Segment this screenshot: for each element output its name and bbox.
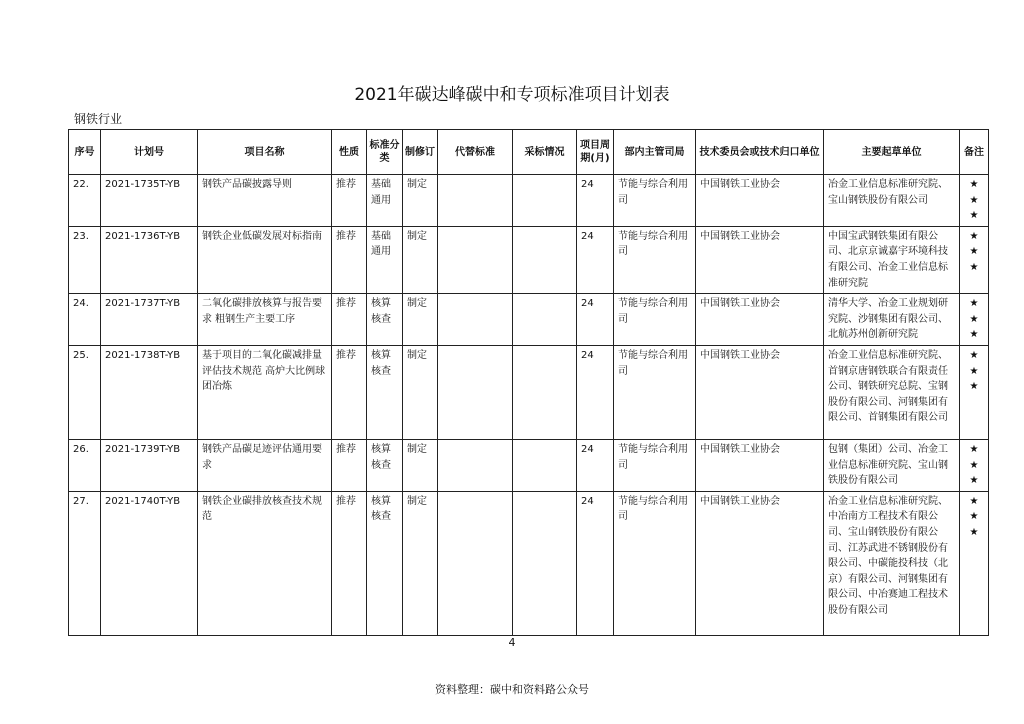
- column-header: 采标情况: [513, 130, 577, 175]
- cell-drafters: 清华大学、冶金工业规划研究院、沙钢集团有限公司、北航苏州创新研究院: [824, 294, 960, 346]
- cell-drafters: 冶金工业信息标准研究院、中冶南方工程技术有限公司、宝山钢铁股份有限公司、江苏武进不锈钢股份有限公司、中碳能投科技（北京）有限公司、河钢集团有限公司、中冶赛迪工程技术股份有限公司: [824, 491, 960, 635]
- cell-adopt: [513, 226, 577, 293]
- cell-no: 22.: [69, 175, 101, 227]
- cell-category: 基础通用: [367, 226, 403, 293]
- section-label: 钢铁行业: [74, 112, 123, 126]
- page-title: 2021年碳达峰碳中和专项标准项目计划表: [354, 85, 670, 105]
- cell-plan: 2021-1737T-YB: [101, 294, 198, 346]
- cell-plan: 2021-1738T-YB: [101, 345, 198, 439]
- column-header: 性质: [332, 130, 367, 175]
- cell-drafters: 包钢（集团）公司、冶金工业信息标准研究院、宝山钢铁股份有限公司: [824, 439, 960, 491]
- column-header: 备注: [960, 130, 989, 175]
- cell-committee: 中国钢铁工业协会: [696, 491, 824, 635]
- cell-revision: 制定: [403, 345, 438, 439]
- cell-nature: 推荐: [332, 345, 367, 439]
- cell-period: 24: [577, 439, 614, 491]
- cell-no: 23.: [69, 226, 101, 293]
- cell-note: ★ ★ ★: [960, 294, 989, 346]
- cell-drafters: 中国宝武钢铁集团有限公司、北京京诚嘉宇环境科技有限公司、冶金工业信息标准研究院: [824, 226, 960, 293]
- cell-no: 26.: [69, 439, 101, 491]
- cell-period: 24: [577, 491, 614, 635]
- cell-drafters: 冶金工业信息标准研究院、宝山钢铁股份有限公司: [824, 175, 960, 227]
- cell-replace: [438, 294, 513, 346]
- cell-adopt: [513, 491, 577, 635]
- cell-adopt: [513, 294, 577, 346]
- cell-name: 钢铁企业低碳发展对标指南: [198, 226, 332, 293]
- table-row: [69, 226, 989, 293]
- cell-replace: [438, 491, 513, 635]
- table-row: [69, 175, 989, 227]
- cell-name: 钢铁产品碳足迹评估通用要求: [198, 439, 332, 491]
- cell-note: ★ ★ ★: [960, 491, 989, 635]
- cell-revision: 制定: [403, 294, 438, 346]
- cell-note: ★ ★ ★: [960, 345, 989, 439]
- column-header: 制修订: [403, 130, 438, 175]
- cell-name: 钢铁产品碳披露导则: [198, 175, 332, 227]
- cell-revision: 制定: [403, 439, 438, 491]
- cell-nature: 推荐: [332, 294, 367, 346]
- cell-dept: 节能与综合利用司: [614, 175, 696, 227]
- cell-category: 核算核查: [367, 439, 403, 491]
- cell-plan: 2021-1740T-YB: [101, 491, 198, 635]
- standards-table: [68, 129, 989, 636]
- cell-replace: [438, 345, 513, 439]
- cell-nature: 推荐: [332, 491, 367, 635]
- cell-dept: 节能与综合利用司: [614, 294, 696, 346]
- table-row: [69, 345, 989, 439]
- cell-adopt: [513, 345, 577, 439]
- cell-name: 基于项目的二氧化碳减排量评估技术规范 高炉大比例球团冶炼: [198, 345, 332, 439]
- column-header: 计划号: [101, 130, 198, 175]
- column-header: 主要起草单位: [824, 130, 960, 175]
- cell-no: 25.: [69, 345, 101, 439]
- cell-revision: 制定: [403, 175, 438, 227]
- cell-category: 核算核查: [367, 491, 403, 635]
- cell-committee: 中国钢铁工业协会: [696, 439, 824, 491]
- cell-committee: 中国钢铁工业协会: [696, 294, 824, 346]
- cell-adopt: [513, 439, 577, 491]
- page-number: 4: [508, 636, 516, 649]
- cell-replace: [438, 439, 513, 491]
- cell-plan: 2021-1739T-YB: [101, 439, 198, 491]
- cell-committee: 中国钢铁工业协会: [696, 226, 824, 293]
- table-row: [69, 294, 989, 346]
- column-header: 项目周期(月): [577, 130, 614, 175]
- column-header: 部内主管司局: [614, 130, 696, 175]
- cell-note: ★ ★ ★: [960, 439, 989, 491]
- footer-note: 资料整理：碳中和资料路公众号: [435, 683, 589, 696]
- cell-dept: 节能与综合利用司: [614, 439, 696, 491]
- cell-replace: [438, 226, 513, 293]
- table-row: [69, 491, 989, 635]
- cell-nature: 推荐: [332, 439, 367, 491]
- cell-period: 24: [577, 345, 614, 439]
- cell-nature: 推荐: [332, 226, 367, 293]
- cell-name: 二氧化碳排放核算与报告要求 粗钢生产主要工序: [198, 294, 332, 346]
- cell-category: 核算核查: [367, 345, 403, 439]
- cell-period: 24: [577, 226, 614, 293]
- cell-plan: 2021-1735T-YB: [101, 175, 198, 227]
- column-header: 代替标准: [438, 130, 513, 175]
- column-header: 序号: [69, 130, 101, 175]
- cell-no: 24.: [69, 294, 101, 346]
- cell-drafters: 冶金工业信息标准研究院、首钢京唐钢铁联合有限责任公司、钢铁研究总院、宝钢股份有限公司、河钢集团有限公司、首钢集团有限公司: [824, 345, 960, 439]
- cell-plan: 2021-1736T-YB: [101, 226, 198, 293]
- cell-dept: 节能与综合利用司: [614, 226, 696, 293]
- cell-nature: 推荐: [332, 175, 367, 227]
- cell-category: 基础通用: [367, 175, 403, 227]
- cell-revision: 制定: [403, 491, 438, 635]
- cell-no: 27.: [69, 491, 101, 635]
- cell-committee: 中国钢铁工业协会: [696, 175, 824, 227]
- cell-name: 钢铁企业碳排放核查技术规范: [198, 491, 332, 635]
- table-header: [69, 130, 989, 175]
- cell-revision: 制定: [403, 226, 438, 293]
- cell-adopt: [513, 175, 577, 227]
- cell-category: 核算核查: [367, 294, 403, 346]
- cell-dept: 节能与综合利用司: [614, 491, 696, 635]
- cell-period: 24: [577, 175, 614, 227]
- cell-replace: [438, 175, 513, 227]
- cell-note: ★ ★ ★: [960, 175, 989, 227]
- column-header: 技术委员会或技术归口单位: [696, 130, 824, 175]
- cell-committee: 中国钢铁工业协会: [696, 345, 824, 439]
- column-header: 项目名称: [198, 130, 332, 175]
- cell-note: ★ ★ ★: [960, 226, 989, 293]
- column-header: 标准分类: [367, 130, 403, 175]
- table-row: [69, 439, 989, 491]
- cell-dept: 节能与综合利用司: [614, 345, 696, 439]
- cell-period: 24: [577, 294, 614, 346]
